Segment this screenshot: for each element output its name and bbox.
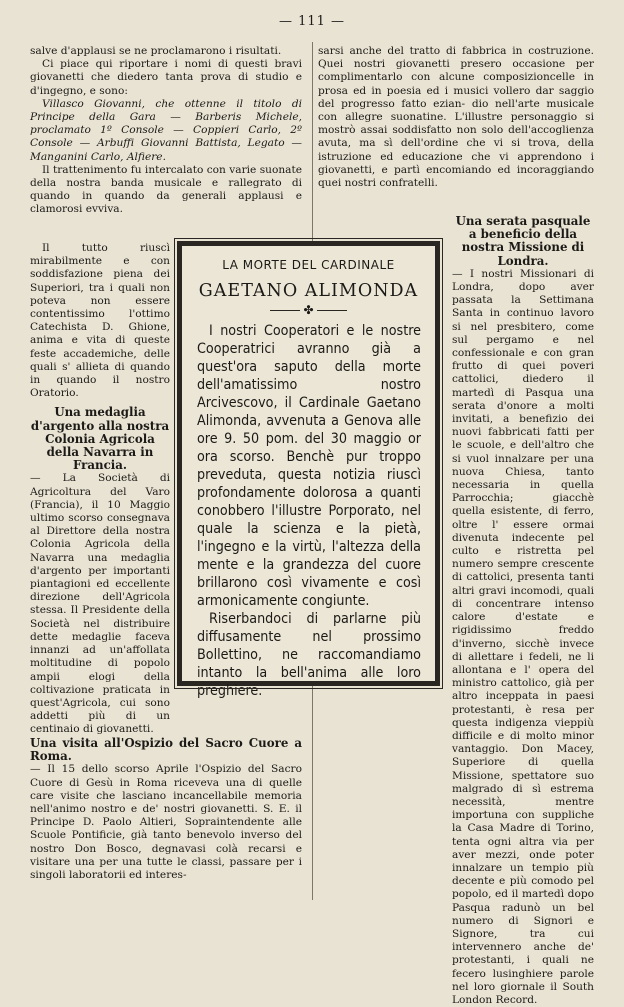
notice-kicker: LA MORTE DEL CARDINALE — [222, 258, 395, 272]
ornament-divider: ✤ — [182, 304, 435, 316]
section-heading-medal: Una medaglia d'argento alla nostra Colonia Agricola della Navarra in Francia. — [30, 405, 170, 473]
paragraph: Il tutto riuscì mirabilmente e con soddisfazione piena dei Superiori, tra i quali non poteva non essere contentissimo l'ottimo Catechista D. Ghione, anima e vita di queste feste accademiche, delle quali s' allieta di quando in quando il nostro Oratorio. — [30, 242, 170, 400]
section-heading-london: Una serata pasquale a beneficio della nostra Missione di Londra. — [455, 214, 591, 268]
notice-body — [197, 322, 421, 700]
paragraph: — La Società di Agricoltura del Varo (Francia), il 10 Maggio ultimo scorso consegnava al Direttore della nostra Colonia Agricola della Navarra una medaglia d'argento per importanti piantagioni ed eccellente direzione dell'Agricola stessa. Il Presidente della Società nel distribuire dette medaglie faceva innanzi ad un'affollata moltitudine di popolo ampii elogi della coltivazione praticata in quest'Agricola, cui sono addetti più di un centinaio di giovanetti. — [30, 472, 170, 736]
left-column-narrow — [30, 242, 170, 736]
notice-paragraph: I nostri Cooperatori e le nostre Cooperatrici avranno già a quest'ora saputo della morte dell'amatissimo nostro Arcivescovo, il Cardinale Gaetano Alimonda, avvenuta a Genova alle ore 9. 50 pom. del 30 maggio or ora scorso. Benchè pur troppo preveduta, questa notizia riuscì profondamente dolorosa a quanti conobbero l'illustre Porporato, nel quale la scienza e la pietà, l'ingegno e la virtù, l'altezza della mente e la grandezza del cuore brillarono così vivamente e così armonicamente congiunte. — [197, 323, 421, 609]
notice-title: GAETANO ALIMONDA — [198, 281, 419, 301]
paragraph: — I nostri Missionari di Londra, dopo aver passata la Settimana Santa in continuo lavoro si nel presbitero, come sul pergamo e nel confessionale e con gran frutto di quei poveri cattolici, diedero il martedì di Pasqua una serata d'onore a molti invitati, a benefizio dei nuovi fabbricati fatti per le scuole, e dell'altro che si vuol innalzare per una nuova Chiesa, tanto necessaria in quella Parrocchia; giacchè quella esistente, di ferro, oltre l' essere ormai divenuta indecente pel culto e ristretta pel numero sempre crescente di cattolici, presenta tanti altri gravi incomodi, quali di concentrare intenso calore d'estate e rigidissimo freddo d'inverno, sicchè invece di allettare i fedeli, ne li allontana e l' opera del ministro cattolico, già per altro inceppata in paesi protestanti, è resa per questa indigenza vieppiù difficile e di molto minor vantaggio. Don Macey, Superiore di quella Missione, spettatore suo malgrado di sì estrema necessità, mentre importuna con suppliche la Casa Madre di Torino, tenta ogni altra via per aver mezzi, onde poter innalzare un tempio più decente e più comodo pel popolo, ed il martedì dopo Pasqua radunò un bel numero di Signori e Signore, tra cui intervennero anche de' protestanti, i quali ne fecero lusinghiere parole nel loro giornale il South London Record. — [452, 267, 594, 1006]
paragraph: Villasco Giovanni, che ottenne il titolo di Principe della Gara — Barberis Michele, proclamato 1º Console — Coppieri Carlo, 2º Console — Arbuffi Giovanni Battista, Legato — Manganini Carlo, Alfiere. — [30, 97, 302, 163]
paragraph: sarsi anche del tratto di fabbrica in costruzione. Quei nostri giovanetti presero occasione per complimentarlo con alcune composizioncelle in prosa ed in poesia ed i musici vollero dar saggio del progresso fatto ezian- dio nell'arte musicale con allegre suonatine. L'illustre personaggio si mostrò assai soddisfatto non solo dell'accoglienza avuta, ma sì dell'ordine che vi si trova, della istruzione ed educazione che vi apprendono i giovanetti, e partì encomiando ed incoraggiando quei nostri confratelli. — [318, 45, 594, 190]
obituary-notice-box — [177, 241, 440, 699]
notice-paragraph: Riserbandoci di parlarne più diffusamente nel prossimo Bollettino, ne raccomandiamo intanto la bell'anima alle loro preghiere. — [197, 611, 421, 699]
paragraph: salve d'applausi se ne proclamarono i risultati. — [30, 45, 282, 57]
page-number: — 111 — — [278, 14, 346, 29]
paragraph: Il trattenimento fu intercalato con varie suonate della nostra banda musicale e rallegrato di quando in quando da generali applausi e clamorosi evviva. — [30, 163, 302, 216]
left-column-top — [30, 45, 302, 241]
right-column-narrow — [452, 214, 594, 1006]
left-column-bottom — [30, 697, 302, 897]
section-heading-visit: Una visita all'Ospizio del Sacro Cuore a Roma. — [30, 736, 302, 764]
paragraph: — Il 15 dello scorso Aprile l'Ospizio del Sacro Cuore di Gesù in Roma riceveva una di quelle care visite che lasciano incancellabile memoria nell'animo nostro e de' nostri giovanetti. S. E. il Principe D. Paolo Altieri, Sopraintendente alle Scuole Pontificie, già tanto benevolo inverso del nostro Don Bosco, degnavasi colà recarsi e visitare una per una tutte le classi, passare per i singoli laboratorii ed interes- — [30, 763, 302, 882]
paragraph: Ci piace qui riportare i nomi di questi bravi giovanetti che diedero tanta prova di studio e d'ingegno, e sono: — [30, 58, 302, 97]
right-column-top — [318, 45, 594, 215]
